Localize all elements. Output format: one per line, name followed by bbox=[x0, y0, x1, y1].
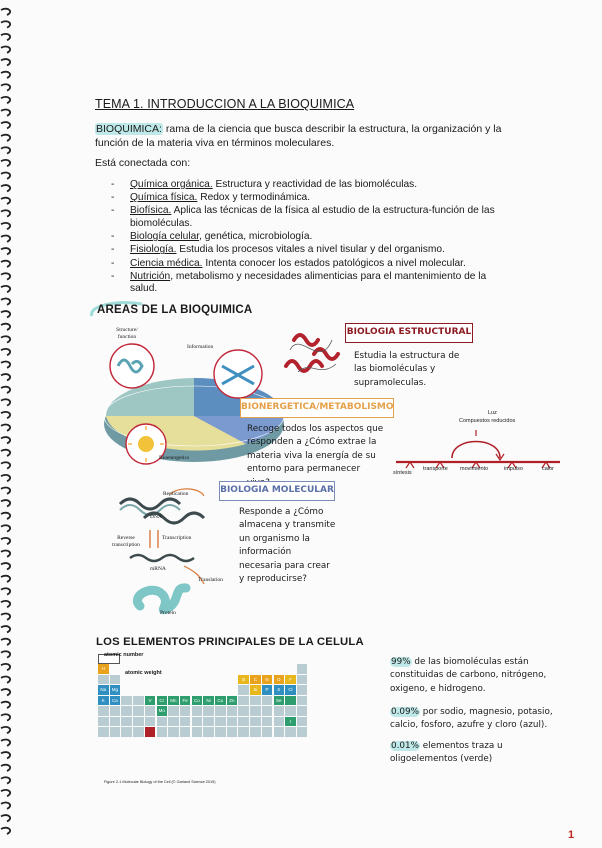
pie-label-information: Information bbox=[187, 344, 214, 350]
dogma-protein: Protein bbox=[160, 610, 176, 616]
periodic-cell: N bbox=[262, 675, 273, 685]
elements-note: 0.01% elementos traza u oligoelementos (verde) bbox=[390, 741, 503, 765]
periodic-cell bbox=[192, 706, 203, 716]
spiral-ring bbox=[1, 676, 10, 682]
periodic-cell: Fe bbox=[180, 696, 191, 706]
periodic-cell: I bbox=[285, 717, 296, 727]
energy-step: transporte bbox=[423, 466, 448, 472]
spiral-ring bbox=[1, 235, 10, 241]
periodic-cell bbox=[145, 717, 156, 727]
spiral-ring bbox=[1, 739, 10, 745]
energy-compounds-label: Compuestos reducidos bbox=[459, 418, 516, 424]
pt-atomic-weight-label: atomic weight bbox=[125, 670, 162, 676]
periodic-cell bbox=[274, 706, 285, 716]
periodic-cell: Cr bbox=[157, 696, 168, 706]
dogma-transcription: Transcription bbox=[162, 535, 192, 541]
pie-label-bioenergetics: Bioenergetics bbox=[159, 455, 190, 461]
periodic-cell bbox=[110, 675, 121, 685]
energy-step: movimiento bbox=[460, 466, 489, 472]
pt-atomic-number-label: atomic number bbox=[104, 652, 144, 658]
periodic-cell bbox=[121, 727, 132, 737]
spiral-ring bbox=[1, 626, 10, 632]
biologia-estructural-note: Estudia la estructura de las biomoléculas y supramoleculas. bbox=[354, 351, 460, 388]
biologia-estructural-box: BIOLOGIA ESTRUCTURAL bbox=[345, 323, 473, 343]
dogma-dna: DNA bbox=[150, 514, 162, 520]
spiral-ring bbox=[1, 324, 10, 330]
spiral-ring bbox=[1, 109, 10, 115]
periodic-cell bbox=[285, 727, 296, 737]
periodic-cell: K bbox=[98, 696, 109, 706]
periodic-cell bbox=[250, 696, 261, 706]
biologia-molecular-box: BIOLOGIA MOLECULAR bbox=[219, 481, 335, 501]
periodic-cell bbox=[157, 727, 168, 737]
periodic-cell bbox=[98, 727, 109, 737]
spiral-ring bbox=[1, 437, 10, 443]
spiral-ring bbox=[1, 34, 10, 40]
periodic-cell bbox=[133, 706, 144, 716]
periodic-cell bbox=[262, 706, 273, 716]
periodic-cell: V bbox=[145, 696, 156, 706]
periodic-cell bbox=[133, 696, 144, 706]
spiral-ring bbox=[1, 160, 10, 166]
periodic-cell bbox=[192, 717, 203, 727]
periodic-cell bbox=[168, 717, 179, 727]
list-item: - Nutrición, metabolismo y necesidades alimenticias para el mantenimiento de la salud. bbox=[111, 271, 506, 296]
periodic-cell: Mg bbox=[110, 685, 121, 695]
areas-heading: AREAS DE LA BIOQUIMICA bbox=[97, 304, 253, 316]
periodic-cell: Cu bbox=[215, 696, 226, 706]
spiral-binding bbox=[0, 0, 18, 848]
periodic-cell bbox=[297, 685, 308, 695]
periodic-cell bbox=[297, 696, 308, 706]
spiral-ring bbox=[1, 752, 10, 758]
periodic-cell bbox=[250, 717, 261, 727]
spiral-ring bbox=[1, 361, 10, 367]
periodic-cell bbox=[145, 727, 156, 737]
list-item: - Ciencia médica. Intenta conocer los estados patológicos a nivel molecular. bbox=[111, 258, 506, 271]
spiral-ring bbox=[1, 500, 10, 506]
periodic-cell bbox=[110, 717, 121, 727]
spiral-ring bbox=[1, 185, 10, 191]
periodic-cell bbox=[274, 727, 285, 737]
protein-structure-illustration bbox=[280, 320, 342, 382]
spiral-ring bbox=[1, 147, 10, 153]
biologia-molecular-note: Responde a ¿Cómo almacena y transmite un organismo la información necesaria para crear y reproducirse? bbox=[239, 507, 336, 585]
spiral-ring bbox=[1, 815, 10, 821]
spiral-ring bbox=[1, 412, 10, 418]
periodic-cell bbox=[274, 717, 285, 727]
periodic-cell: Cl bbox=[285, 685, 296, 695]
spiral-ring bbox=[1, 374, 10, 380]
spiral-ring bbox=[1, 576, 10, 582]
periodic-cell: Ca bbox=[110, 696, 121, 706]
periodic-cell bbox=[215, 727, 226, 737]
spiral-ring bbox=[1, 639, 10, 645]
list-item: - Fisiología. Estudia los procesos vitales a nivel tisular y del organismo. bbox=[111, 244, 506, 257]
spiral-ring bbox=[1, 135, 10, 141]
page-number: 1 bbox=[568, 829, 575, 841]
periodic-cell: Si bbox=[250, 685, 261, 695]
spiral-ring bbox=[1, 9, 10, 15]
list-item: - Biofísica. Aplica las técnicas de la física al estudio de la estructura-función de las biomoléculas. bbox=[111, 205, 506, 230]
periodic-cell bbox=[133, 717, 144, 727]
periodic-cell bbox=[180, 727, 191, 737]
periodic-cell: Se bbox=[274, 696, 285, 706]
periodic-cell bbox=[203, 727, 214, 737]
periodic-cell: Ni bbox=[203, 696, 214, 706]
periodic-cell bbox=[250, 727, 261, 737]
periodic-cell bbox=[180, 717, 191, 727]
spiral-ring bbox=[1, 563, 10, 569]
periodic-cell bbox=[262, 727, 273, 737]
spiral-ring bbox=[1, 261, 10, 267]
periodic-cell bbox=[121, 706, 132, 716]
dogma-translation: Translation bbox=[198, 577, 223, 583]
periodic-cell bbox=[297, 664, 308, 674]
spiral-ring bbox=[1, 21, 10, 27]
periodic-cell bbox=[121, 717, 132, 727]
periodic-cell bbox=[98, 706, 109, 716]
periodic-cell bbox=[238, 717, 249, 727]
spiral-ring bbox=[1, 223, 10, 229]
spiral-ring bbox=[1, 198, 10, 204]
periodic-cell bbox=[262, 696, 273, 706]
spiral-ring bbox=[1, 765, 10, 771]
spiral-ring bbox=[1, 97, 10, 103]
spiral-ring bbox=[1, 387, 10, 393]
spiral-ring bbox=[1, 828, 10, 834]
periodic-cell bbox=[227, 727, 238, 737]
pie-label-structure: Structure/ function bbox=[116, 327, 138, 340]
periodic-cell: Co bbox=[192, 696, 203, 706]
elements-note: 99% de las biomoléculas están constituidas de carbono, nitrógeno, oxigeno, e hidrogeno. bbox=[390, 657, 547, 694]
periodic-cell bbox=[262, 717, 273, 727]
periodic-cell: Na bbox=[98, 685, 109, 695]
periodic-cell bbox=[215, 706, 226, 716]
periodic-cell bbox=[238, 696, 249, 706]
central-dogma-illustration bbox=[100, 484, 228, 620]
periodic-cell bbox=[180, 706, 191, 716]
spiral-ring bbox=[1, 336, 10, 342]
energy-step: calor bbox=[542, 466, 554, 472]
spiral-ring bbox=[1, 72, 10, 78]
periodic-cell: Mn bbox=[168, 696, 179, 706]
periodic-cell bbox=[297, 717, 308, 727]
periodic-cell bbox=[157, 717, 168, 727]
spiral-ring bbox=[1, 588, 10, 594]
periodic-cell bbox=[133, 727, 144, 737]
spiral-ring bbox=[1, 513, 10, 519]
spiral-ring bbox=[1, 613, 10, 619]
periodic-cell bbox=[168, 727, 179, 737]
connected-list bbox=[111, 179, 506, 297]
periodic-cell bbox=[98, 675, 109, 685]
periodic-cell bbox=[203, 706, 214, 716]
periodic-cell: F bbox=[285, 675, 296, 685]
list-item: - Química física. Redox y termodinámica. bbox=[111, 192, 506, 205]
intro-paragraph bbox=[95, 123, 515, 150]
periodic-cell bbox=[297, 727, 308, 737]
elements-heading: LOS ELEMENTOS PRINCIPALES DE LA CELULA bbox=[96, 636, 364, 648]
spiral-ring bbox=[1, 475, 10, 481]
spiral-ring bbox=[1, 311, 10, 317]
spiral-ring bbox=[1, 714, 10, 720]
periodic-cell bbox=[250, 706, 261, 716]
dogma-replication: Replication bbox=[163, 491, 189, 497]
spiral-ring bbox=[1, 450, 10, 456]
spiral-ring bbox=[1, 46, 10, 52]
energy-step: síntesis bbox=[393, 470, 412, 476]
dogma-mrna: mRNA bbox=[150, 566, 166, 572]
spiral-ring bbox=[1, 727, 10, 733]
periodic-cell bbox=[215, 717, 226, 727]
periodic-cell bbox=[110, 727, 121, 737]
periodic-cell bbox=[238, 706, 249, 716]
spiral-ring bbox=[1, 487, 10, 493]
spiral-ring bbox=[1, 273, 10, 279]
spiral-ring bbox=[1, 651, 10, 657]
periodic-cell bbox=[297, 706, 308, 716]
periodic-cell bbox=[110, 706, 121, 716]
spiral-ring bbox=[1, 702, 10, 708]
periodic-cell: Zn bbox=[227, 696, 238, 706]
periodic-cell: P bbox=[262, 685, 273, 695]
pt-caption: Figure 2-1 Molecular Biology of the Cell (© Garland Science 2015) bbox=[104, 780, 216, 784]
periodic-cell bbox=[168, 706, 179, 716]
dogma-reverse: Reverse transcription bbox=[112, 535, 140, 548]
spiral-ring bbox=[1, 210, 10, 216]
bioenergetica-box: BIONERGETICA/METABOLISMO bbox=[240, 398, 394, 418]
spiral-ring bbox=[1, 550, 10, 556]
periodic-cell: O bbox=[274, 675, 285, 685]
energy-step: impulso bbox=[504, 466, 523, 472]
periodic-cell bbox=[227, 717, 238, 727]
spiral-ring bbox=[1, 601, 10, 607]
spiral-ring bbox=[1, 664, 10, 670]
elements-note: 0.09% por sodio, magnesio, potasio, calcio, fosforo, azufre y cloro (azul). bbox=[390, 707, 553, 731]
periodic-cell bbox=[145, 706, 156, 716]
spiral-ring bbox=[1, 777, 10, 783]
periodic-cell bbox=[203, 717, 214, 727]
spiral-ring bbox=[1, 84, 10, 90]
periodic-cell bbox=[98, 717, 109, 727]
periodic-cell bbox=[285, 706, 296, 716]
intro-term: BIOQUIMICA: bbox=[96, 123, 162, 135]
spiral-ring bbox=[1, 248, 10, 254]
intro-text: rama de la ciencia que busca describir la estructura, la organización y la función de la materia viva en términos moleculares. bbox=[95, 123, 502, 149]
connected-label: Está conectada con: bbox=[95, 157, 191, 169]
periodic-cell bbox=[227, 706, 238, 716]
bioenergetica-note: Recoge todos los aspectos que responden a ¿Cómo extrae la materia viva la energía de su entorno para permanecer bbox=[247, 424, 384, 475]
spiral-ring bbox=[1, 59, 10, 65]
periodic-cell bbox=[285, 696, 296, 706]
periodic-cell: H bbox=[98, 664, 109, 674]
list-item: - Química orgánica. Estructura y reactividad de las biomoléculas. bbox=[111, 179, 506, 192]
spiral-ring bbox=[1, 689, 10, 695]
periodic-cell bbox=[297, 675, 308, 685]
spiral-ring bbox=[1, 286, 10, 292]
spiral-ring bbox=[1, 298, 10, 304]
spiral-ring bbox=[1, 122, 10, 128]
periodic-cell: C bbox=[250, 675, 261, 685]
spiral-ring bbox=[1, 172, 10, 178]
periodic-cell bbox=[238, 685, 249, 695]
periodic-cell bbox=[121, 696, 132, 706]
spiral-ring bbox=[1, 349, 10, 355]
spiral-ring bbox=[1, 802, 10, 808]
spiral-ring bbox=[1, 424, 10, 430]
spiral-ring bbox=[1, 462, 10, 468]
spiral-ring bbox=[1, 538, 10, 544]
list-item: - Biología celular, genética, microbiología. bbox=[111, 231, 506, 244]
periodic-cell bbox=[238, 727, 249, 737]
spiral-ring bbox=[1, 790, 10, 796]
periodic-cell: B bbox=[238, 675, 249, 685]
spiral-ring bbox=[1, 525, 10, 531]
periodic-cell bbox=[192, 727, 203, 737]
periodic-cell: S bbox=[274, 685, 285, 695]
page-title: TEMA 1. INTRODUCCION A LA BIOQUIMICA bbox=[95, 97, 355, 111]
spiral-ring bbox=[1, 399, 10, 405]
periodic-cell: Mo bbox=[157, 706, 168, 716]
energy-top-label: Luz bbox=[488, 410, 497, 416]
